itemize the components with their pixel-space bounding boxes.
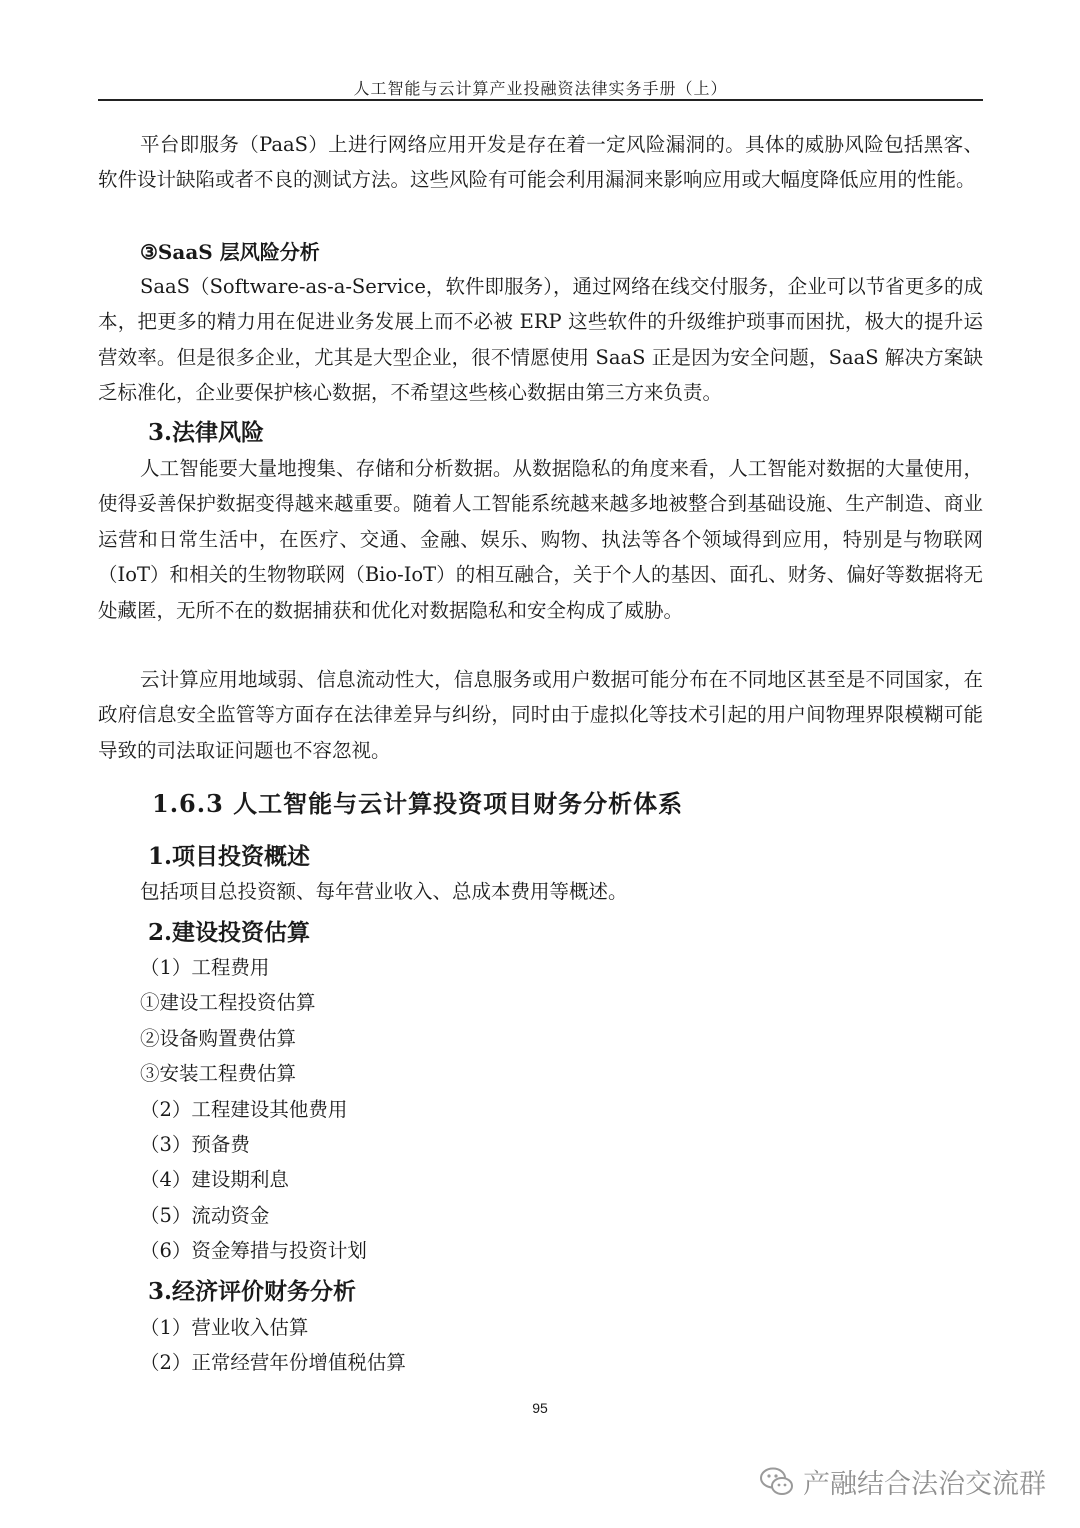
header-rule <box>98 99 983 101</box>
overview-text: 包括项目总投资额、每年营业收入、总成本费用等概述。 <box>140 880 628 903</box>
list-item: （1）营业收入估算 <box>140 1316 309 1339</box>
list-item: ③安装工程费估算 <box>140 1062 297 1085</box>
heading-overview: 1.项目投资概述 <box>148 843 311 870</box>
section-heading: 1.6.3 人工智能与云计算投资项目财务分析体系 <box>152 789 684 818</box>
running-header: 人工智能与云计算产业投融资法律实务手册（上） <box>353 79 728 98</box>
list-item: ①建设工程投资估算 <box>140 991 316 1014</box>
watermark <box>759 1462 1046 1501</box>
paragraph-text: 云计算应用地域弱、信息流动性大，信息服务或用户数据可能分布在不同地区甚至是不同国家，在政府信息安全监管等方面存在法律差异与纠纷，同时由于虚拟化等技术引起的用户间物理界限模糊可能导致的司法取证问题也不容忽视。 <box>98 668 983 762</box>
list-item: ②设备购置费估算 <box>140 1027 297 1050</box>
paragraph-saas <box>98 269 983 411</box>
list-item: （6）资金筹措与投资计划 <box>140 1239 367 1262</box>
list-item: （2）工程建设其他费用 <box>140 1098 348 1121</box>
paragraph-text: 人工智能要大量地搜集、存储和分析数据。从数据隐私的角度来看，人工智能对数据的大量使用，使得妥善保护数据变得越来越重要。随着人工智能系统越来越多地被整合到基础设施、生产制造、商业运营和日常生活中，在医疗、交通、金融、娱乐、购物、执法等各个领域得到应用，特别是与物联网（IoT）和相关的生物物联网（Bio-IoT）的相互融合，关于个人的基因、面孔、财务、偏好等数据将无处藏匿，无所不在的数据捕获和优化对数据隐私和安全构成了威胁。 <box>98 457 983 622</box>
watermark-text: 产融结合法治交流群 <box>803 1469 1046 1500</box>
heading-legal-risk: 3.法律风险 <box>148 419 265 446</box>
paragraph-text: 平台即服务（PaaS）上进行网络应用开发是存在着一定风险漏洞的。具体的威胁风险包括黑客、软件设计缺陷或者不良的测试方法。这些风险有可能会利用漏洞来影响应用或大幅度降低应用的性能。 <box>98 133 983 192</box>
heading-econ: 3.经济评价财务分析 <box>148 1278 357 1305</box>
list-item: （5）流动资金 <box>140 1204 270 1227</box>
paragraph-legal-1 <box>98 451 983 628</box>
list-item: （2）正常经营年份增值税估算 <box>140 1351 406 1374</box>
list-item: （1）工程费用 <box>140 956 270 979</box>
wechat-icon <box>759 1466 795 1498</box>
list-item: （4）建设期利息 <box>140 1168 289 1191</box>
paragraph-legal-2 <box>98 662 983 768</box>
list-item: （3）预备费 <box>140 1133 250 1156</box>
paragraph-paas <box>98 127 983 198</box>
page-number: 95 <box>532 1400 548 1416</box>
subheading-saas: ③SaaS 层风险分析 <box>140 240 320 264</box>
heading-construction: 2.建设投资估算 <box>148 919 311 946</box>
paragraph-text: SaaS（Software-as-a-Service，软件即服务），通过网络在线交付服务，企业可以节省更多的成本，把更多的精力用在促进业务发展上而不必被 ERP 这些软件的升级维护琐事而困扰，极大的提升运营效率。但是很多企业，尤其是大型企业，很不情愿使用 SaaS 正是因为安全问题，SaaS 解决方案缺乏标准化，企业要保护核心数据，不希望这些核心数据由第三方来负责。 <box>98 275 983 405</box>
